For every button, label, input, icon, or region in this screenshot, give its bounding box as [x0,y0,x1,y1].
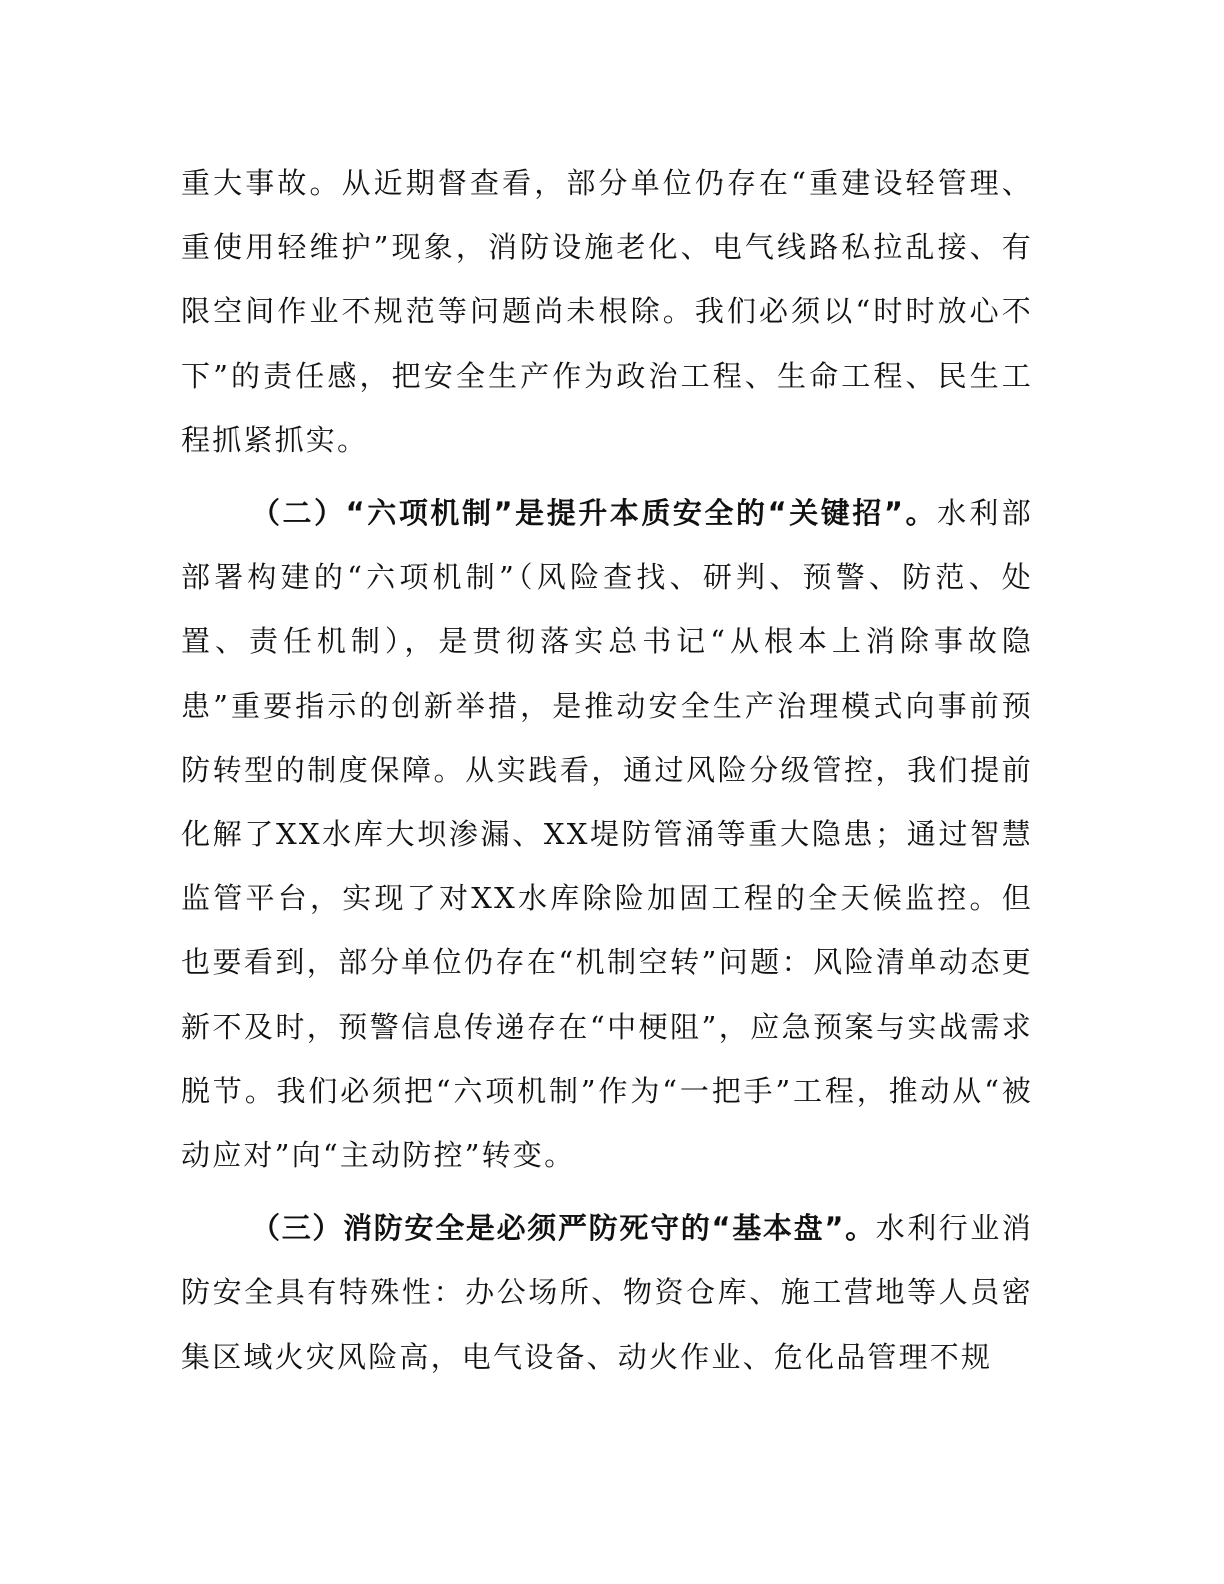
paragraph-text: 水利行业消防安全具有特殊性：办公场所、物资仓库、施工营地等人员密集区域火灾风险高，电气设备、动火作业、危化品管理不规 [181,1211,1033,1374]
section-heading-3: （三）消防安全是必须严防死守的“基本盘”。 [251,1211,876,1246]
paragraph-text: 水利部部署构建的“六项机制”（风险查找、研判、预警、防范、处置、责任机制），是贯彻落实总书记“从根本上消除事故隐患”重要指示的创新举措，是推动安全生产治理模式向事前预防转型的制度保障。从实践看，通过风险分级管控，我们提前化解了XX水库大坝渗漏、XX堤防管涌等重大隐患；通过智慧监管平台，实现了对XX水库除险加固工程的全天候监控。但也要看到，部分单位仍存在“机制空转”问题：风险清单动态更新不及时，预警信息传递存在“中梗阻”，应急预案与实战需求脱节。我们必须把“六项机制”作为“一把手”工程，推动从“被动应对”向“主动防控”转变。 [181,496,1033,1173]
paragraph-section-3 [181,1196,1033,1389]
paragraph-text: 重大事故。从近期督查看，部分单位仍存在“重建设轻管理、重使用轻维护”现象，消防设施老化、电气线路私拉乱接、有限空间作业不规范等问题尚未根除。我们必须以“时时放心不下”的责任感，把安全生产作为政治工程、生命工程、民生工程抓紧抓实。 [181,166,1033,457]
document-page [181,151,1033,1389]
paragraph-continuation [181,151,1033,472]
paragraph-section-2 [181,481,1033,1187]
section-heading-2: （二）“六项机制”是提升本质安全的“关键招”。 [251,496,938,531]
